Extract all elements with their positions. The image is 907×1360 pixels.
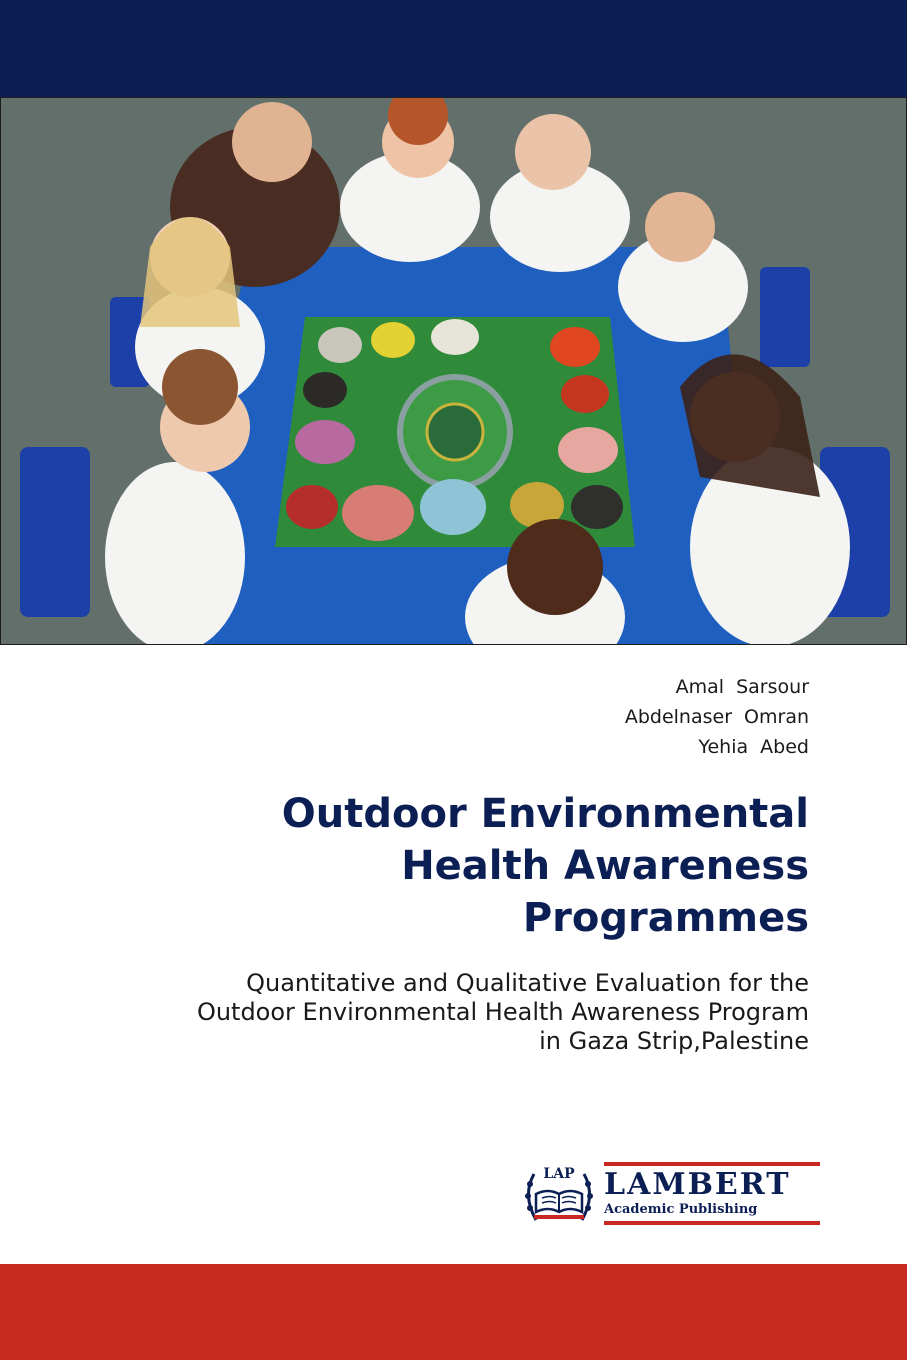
cover-photo bbox=[0, 97, 907, 645]
book-title-line: Health Awareness bbox=[401, 843, 809, 889]
book-title-line: Outdoor Environmental bbox=[281, 791, 809, 837]
bottom-color-band bbox=[0, 1264, 907, 1360]
author-list bbox=[625, 672, 809, 762]
publisher-top-rule bbox=[604, 1162, 820, 1166]
book-title bbox=[69, 788, 809, 944]
publisher-bottom-rule bbox=[604, 1221, 820, 1225]
top-color-band bbox=[0, 0, 907, 97]
children-painting-photo bbox=[0, 97, 907, 645]
publisher-subname: Academic Publishing bbox=[604, 1202, 758, 1217]
book-subtitle-line: Outdoor Environmental Health Awareness Program bbox=[196, 998, 809, 1026]
book-subtitle-line: Quantitative and Qualitative Evaluation for the bbox=[246, 969, 809, 997]
book-subtitle-line: in Gaza Strip,Palestine bbox=[539, 1027, 809, 1055]
book-title-line: Programmes bbox=[522, 895, 809, 941]
author-name: Yehia Abed bbox=[698, 736, 809, 758]
author-name: Amal Sarsour bbox=[675, 676, 809, 698]
open-book-logo-icon bbox=[520, 1160, 598, 1230]
publisher-wordmark bbox=[604, 1162, 820, 1225]
publisher-name: LAMBERT bbox=[604, 1167, 791, 1202]
author-name: Abdelnaser Omran bbox=[624, 706, 809, 728]
book-subtitle bbox=[49, 969, 809, 1056]
publisher-logo-text: LAP bbox=[543, 1166, 575, 1182]
publisher-logo-block bbox=[520, 1160, 820, 1230]
